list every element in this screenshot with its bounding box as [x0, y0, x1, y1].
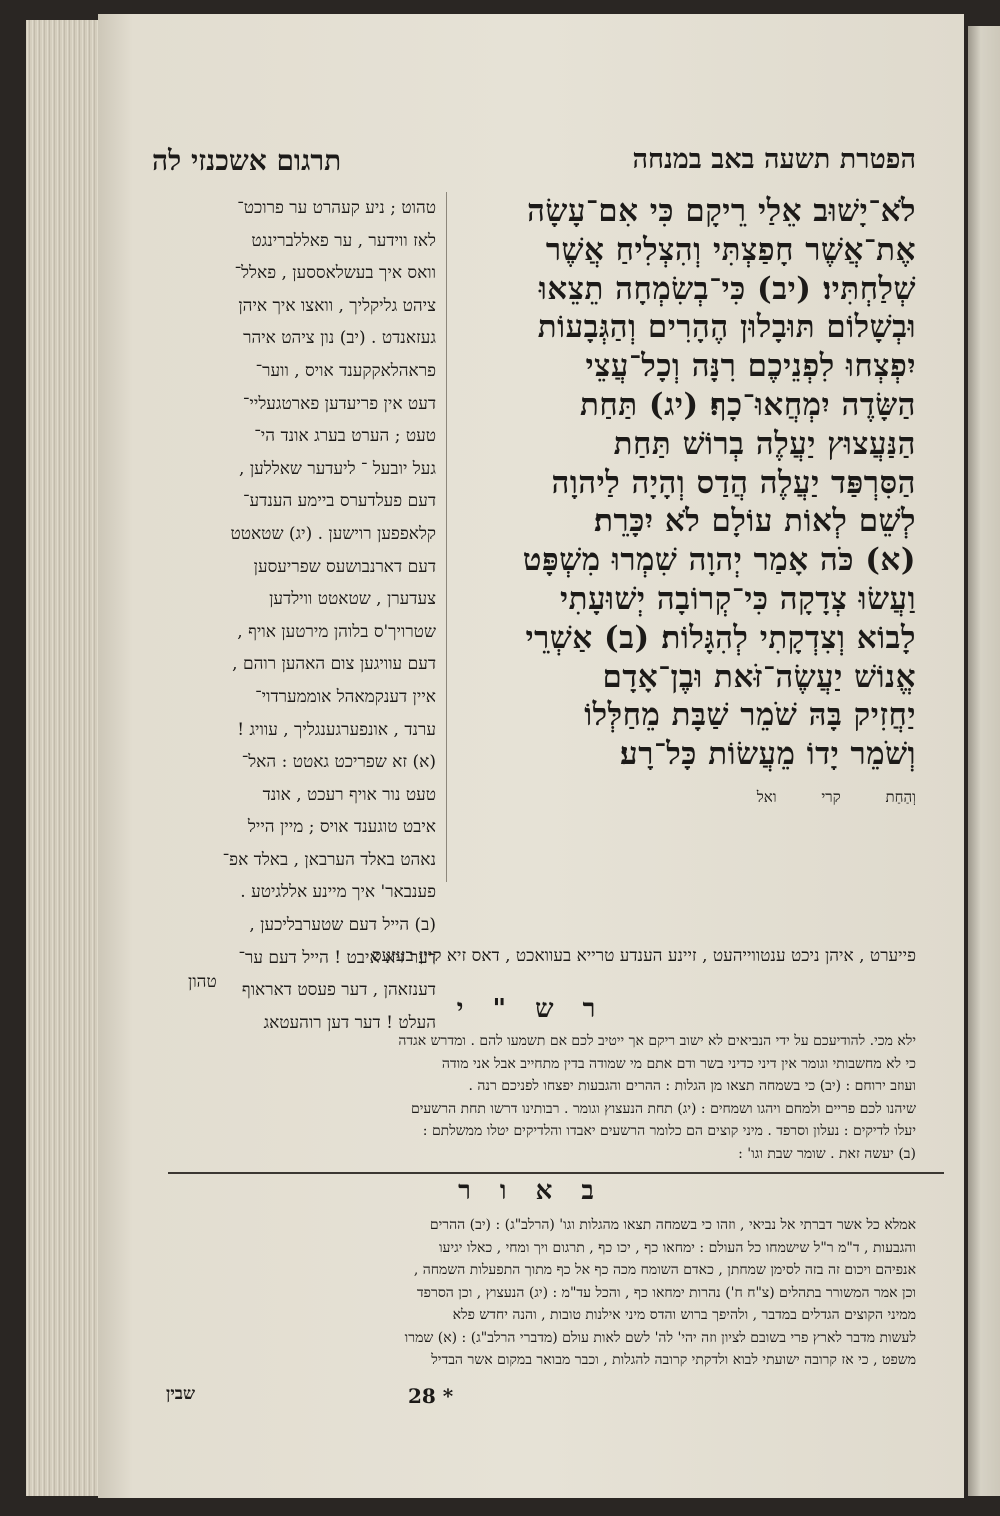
biur-line: אנפיהם ויכום זה בזה לסימן שמחתן , כאדם השומח מכה כף אל כף מתוך התפעלות השמחה ,: [413, 1262, 916, 1278]
translation-line: דער זיא איבט ! הייל דעם ער־: [238, 947, 436, 968]
translation-line: דעם דארנבושעס שפריעסען: [253, 556, 436, 577]
translation-column: [188, 192, 436, 1039]
rashi-line: כי לא מחשבותי וגומר אין דיני כדיני בשר ודם אתם מי שמודה בדין מתחייב אבל אני מודה: [441, 1055, 916, 1072]
biur-line: לעשות מדבר לארץ פרי בשובם לציון וזה יהי' לה' לשם לאות עולם (מדברי הרלב"ג) : (א) שמרו: [404, 1329, 916, 1346]
rashi-line: יעלו לדיקים : נעלון וסרפד . מיני קוצים הם כלומר הרשעים יאבדו והלדיקים יטלו ממשלתם :: [422, 1123, 916, 1139]
hebrew-line: הַשָּׂדֶה יִמְחֲאוּ־כָף׃ (יג) תַּחַת: [579, 386, 916, 423]
rashi-line: שיהנו לכם פריים ולמחם ויהגו ושמחים : (יג) תחת הנעצוץ וגומר . רבותינו דרשו תחת הרשעים: [410, 1100, 916, 1117]
column-divider: [446, 192, 447, 882]
hebrew-line: וְשֹׁמֵר יָדוֹ מֵעֲשׂוֹת כָּל־רָע׃: [619, 736, 916, 773]
hebrew-line: אֶת־אֲשֶׁר חָפַצְתִּי וְהִצְלִיחַ אֲשֶׁר: [545, 231, 916, 268]
translation-continuation-line: פייערט , איהן ניכט ענטווייהעט , זיינע הענדע טרייא בעוואכט , דאס זיא קיין בעזעס: [371, 946, 916, 966]
translation-line: לאז ווידער , ער פאללברינגט: [251, 230, 436, 251]
translation-line: טהוט ; ניע קעהרט ער פרוכט־: [237, 198, 436, 218]
rashi-line: ועוזב ירוחם : (יב) כי בשמחה תצאו מן הגלות : ההרים והגבעות יפצחו לפניכם רנה .: [468, 1078, 916, 1094]
translation-line: פראהלאקקענד אויס , ווער־: [255, 360, 436, 381]
book-page: [98, 14, 964, 1498]
hebrew-line: (א) כֹּה אָמַר יְהוָה שִׁמְרוּ מִשְׁפָּט: [522, 542, 916, 579]
translation-line: העלט ! דער דען רוהעטאג: [263, 1012, 436, 1033]
hebrew-text-column: [388, 192, 916, 810]
biur-commentary: [140, 1214, 916, 1372]
hebrew-line: יִפְצְחוּ לִפְנֵיכֶם רִנָּה וְכָל־עֲצֵי: [585, 348, 916, 385]
translation-line: געזאנדט . (יב) נון ציהט איהר: [243, 328, 436, 349]
translation-line: דעם עוויגען צום האהען רוהם ,: [232, 654, 436, 675]
hebrew-line: הַסִּרְפַּד יַעֲלֶה הֲדַס וְהָיָה לַיהוָה: [551, 464, 916, 501]
translation-line: קלאפפען רוישען . (יג) שטאטט: [230, 523, 436, 544]
translation-continuation-end: טהון: [188, 972, 217, 992]
qere-label: קרי: [821, 787, 841, 806]
biur-line: ממיני הקוצים הגדלים במדבר , ולהיפך ברוש והדס מיני אילנות טובות , והנה יחדש פלא: [452, 1307, 916, 1323]
hebrew-line: וּבְשָׁלוֹם תּוּבָלוּן הֶהָרִים וְהַגְּבָעוֹת: [537, 309, 916, 346]
qere-note: [388, 788, 916, 810]
biur-line: והגבעות , ד"מ ר"ל שישמחו כל העולם : ימחאו כף , יכו כף , תרגום ויך ומחי , כאלו יגיעו: [438, 1239, 916, 1256]
translation-line: פענבאר' איך מיינע אללגיטע .: [240, 882, 436, 903]
translation-line: (ב) הייל דעם שטערבליכען ,: [249, 915, 436, 936]
rashi-title: ר ש " י: [456, 994, 606, 1024]
translation-line: (א) זא שפריכט גאטט : האל־: [241, 752, 436, 773]
translation-line: נאהט באלד הערבאן , באלד אפ־: [222, 849, 436, 870]
section-rule: [168, 1172, 944, 1174]
biur-line: אמלא כל אשר דברתי אל נביאי , וזהו כי בשמחה תצאו מהגלות וגו' (הרלב"ג) : (יב) ההרים: [429, 1217, 916, 1233]
haftarah-title: הפטרת תשעה באב במנחה: [632, 144, 916, 175]
page-number: 28 *: [408, 1384, 454, 1408]
qere-word: וְהַחַת: [885, 787, 916, 806]
hebrew-line: וַעֲשׂוּ צְדָקָה כִּי־קְרוֹבָה יְשׁוּעָתִי: [559, 580, 916, 617]
running-header: [152, 144, 916, 188]
qere-alt-word: ואל: [756, 787, 777, 806]
translation-line: שטרויך'ס בלוהן מירטען אויף ,: [237, 621, 436, 642]
biur-line: וכן אמר המשורר בתהלים (צ"ח ח') נהרות ימחאו כף , והכל עד"מ : (יג) הנעצוץ , וכן הסרפד: [416, 1284, 916, 1301]
facing-page-edge: [968, 26, 1000, 1496]
catchword: שבין: [166, 1384, 196, 1404]
translation-line: דעט אין פריעדען פארטגעליי־: [242, 393, 436, 414]
translation-line: צעדערן , שטאטט ווילדען: [269, 589, 436, 610]
hebrew-line: שְׁלַחְתִּיו׃ (יב) כִּי־בְשִׂמְחָה תֵצֵאוּ: [538, 270, 916, 307]
biur-line: משפט , כי אז קרובה ישועתי לבוא ולדקתי קרובה להגלות , וכבר מבואר במקום אשר הבדיל: [431, 1352, 916, 1368]
rashi-line: (ב) יעשה זאת . שומר שבת וגו' :: [738, 1145, 916, 1162]
translation-line: טעט ; הערט בערג אונד הי־: [254, 426, 436, 447]
hebrew-line: אֱנוֹשׁ יַעֲשֶׂה־זֹּאת וּבֶן־אָדָם: [602, 658, 916, 695]
rashi-line: ילא מכי. להודיעכם על ידי הנביאים לא ישוב ריקם אך ייטיב לכם אם תשמעו להם . ומדרש אגדה: [398, 1033, 916, 1049]
translation-line: געל יובעל ־ ליעדער שאללען ,: [239, 458, 436, 479]
hebrew-line: לְשֵׁם לְאוֹת עוֹלָם לֹא יִכָּרֵת׃: [593, 503, 916, 540]
hebrew-line: לֹא־יָשׁוּב אֵלַי רֵיקָם כִּי אִם־עָשָׂה: [527, 193, 916, 229]
translation-line: ציהט גליקליך , וואצו איך איהן: [238, 295, 436, 316]
translation-line: איין דענקמאהל אוממערדוי־: [255, 686, 436, 707]
translation-line: וואס איך בעשלאססען , פאלל־: [234, 263, 436, 284]
translation-line: איבט טוגענד אויס ; מיין הייל: [247, 817, 436, 838]
translation-line: ערנד , אונפערגענגליך , עוויג !: [237, 719, 436, 740]
translation-line: טעט נור אויף רעכט , אונד: [262, 784, 436, 805]
hebrew-line: הַנַּעֲצוּץ יַעֲלֶה בְרוֹשׁ תַּחַת: [613, 425, 916, 462]
biur-title: ב א ו ר: [458, 1176, 604, 1206]
page-edges: [26, 20, 106, 1496]
rashi-commentary: [140, 1030, 916, 1165]
translation-title: תרגום אשכנזי לה: [152, 144, 342, 177]
translation-line: דעם פעלדערס ביימע הענדע־: [243, 491, 436, 512]
hebrew-line: לָבוֹא וְצִדְקָתִי לְהִגָּלוֹת׃ (ב) אַשְׁרֵי: [525, 619, 916, 656]
hebrew-line: יַחֲזִיק בָּהּ שֹׁמֵר שַׁבָּת מֵחַלְּלוֹ: [584, 697, 916, 734]
translation-line: דענזאהן , דער פעסט דאראוף: [241, 980, 436, 1001]
